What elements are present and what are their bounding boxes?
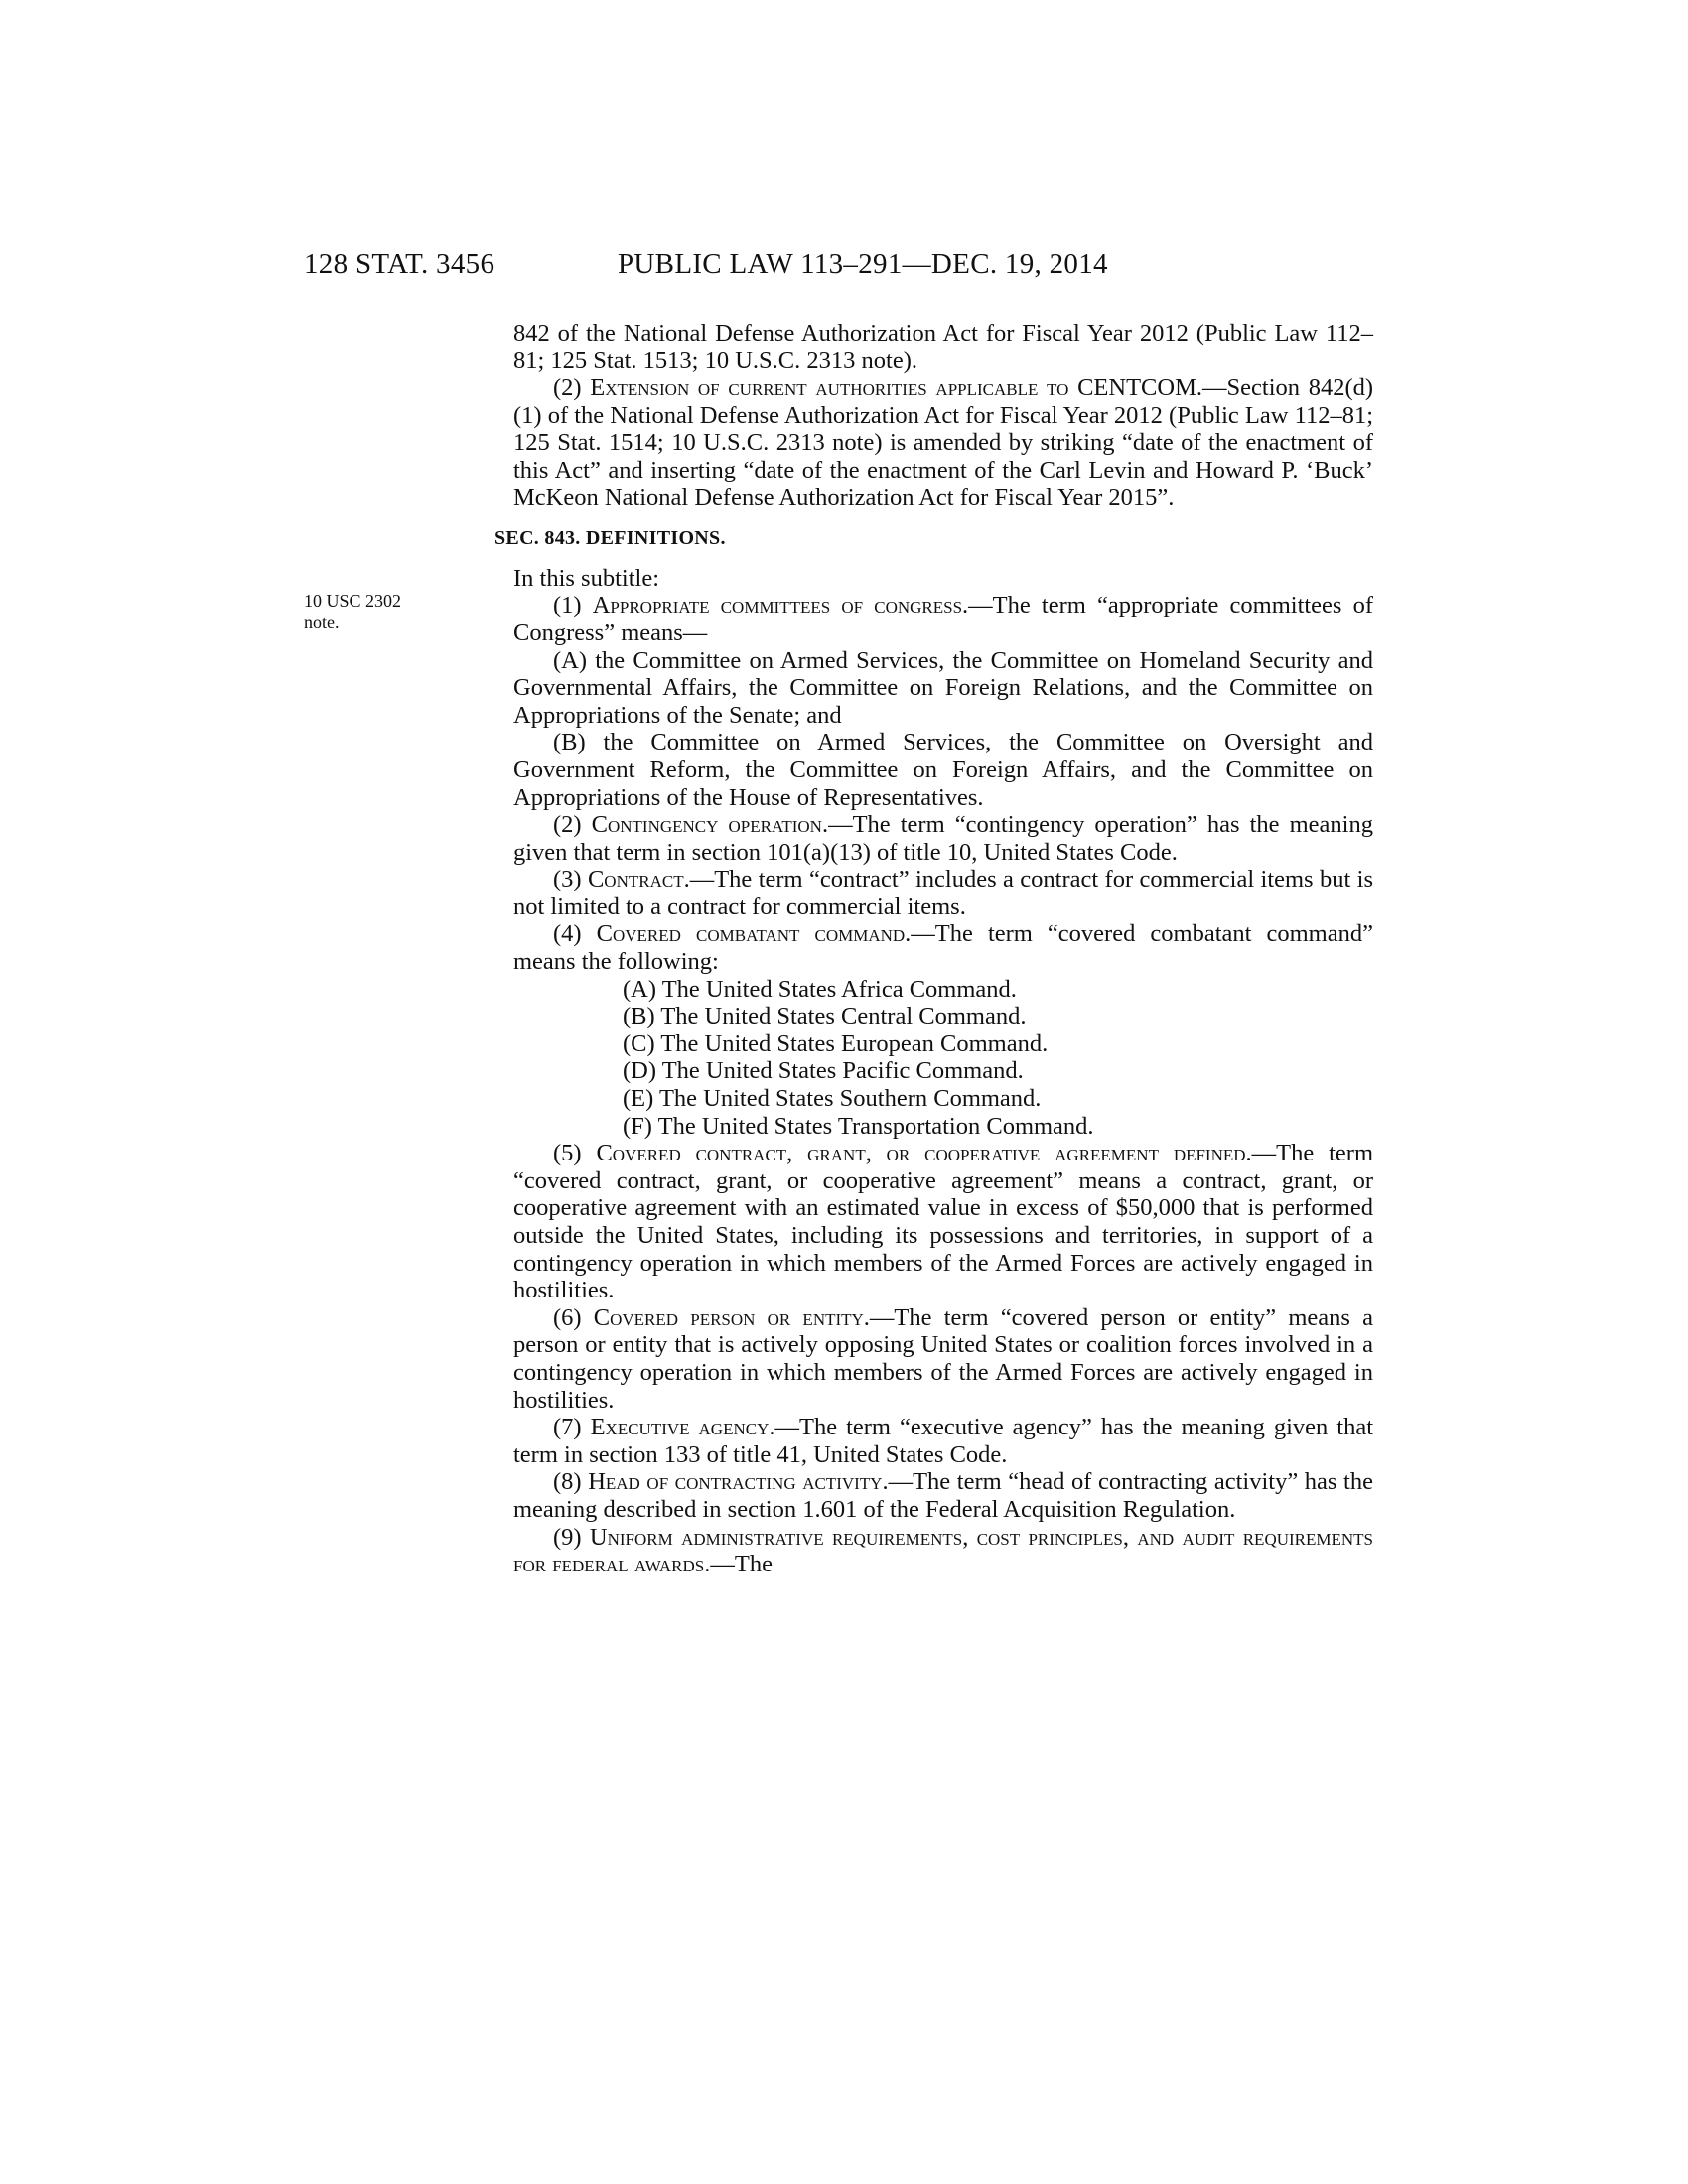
margin-note-line1: 10 USC 2302: [304, 591, 402, 611]
stat-page-number: 128 STAT. 3456: [304, 248, 495, 280]
section-heading: SEC. 843. DEFINITIONS.: [494, 527, 726, 550]
page-body: [494, 320, 1374, 1578]
paragraph-2: (2) Extension of current authorities applicable to CENTCOM.—Section 842(d)(1) of the National Defense Authorization Act for Fiscal Year 2012 (Public Law 112–81; 125 Stat. 1514; 10 U.S.C. 2313 note) is amended by striking “date of the enactment of this Act” and inserting “date of the enactment of the Carl Levin and Howard P. ‘Buck’ McKeon National Defense Authorization Act for Fiscal Year 2015”.: [513, 374, 1374, 511]
list-item: (E) The United States Southern Command.: [623, 1085, 1042, 1113]
definition-4-list: [513, 976, 1373, 1141]
running-head: PUBLIC LAW 113–291—DEC. 19, 2014: [618, 248, 1108, 280]
list-item: (A) The United States Africa Command.: [623, 975, 1017, 1003]
definition-6: (6) Covered person or entity.—The term “covered person or entity” means a person or entity that is actively opposing United States or coalition forces involved in a contingency operation in which members of the Armed Forces are actively engaged in hostilities.: [513, 1303, 1373, 1414]
definition-4: (4) Covered combatant command.—The term “covered combatant command” means the following:: [513, 920, 1373, 976]
definition-1-a: (A) the Committee on Armed Services, the Committee on Homeland Security and Governmental Affairs, the Committee on Foreign Relations, and the Committee on Appropriations of the Senate; and: [513, 646, 1373, 729]
definition-5: (5) Covered contract, grant, or cooperative agreement defined.—The term “covered contract, grant, or cooperative agreement” means a contract, grant, or cooperative agreement with an estimated value in excess of $50,000 that is performed outside the United States, including its possessions and territories, in support of a contingency operation in which members of the Armed Forces are actively engaged in hostilities.: [513, 1140, 1374, 1304]
definition-3: (3) Contract.—The term “contract” includes a contract for commercial items but is not limited to a contract for commercial items.: [513, 866, 1374, 920]
list-item: (B) The United States Central Command.: [623, 1003, 1027, 1030]
intro-text: In this subtitle:: [513, 564, 659, 592]
definition-9: (9) Uniform administrative requirements, cost principles, and audit requirements for federal awards.—The: [513, 1523, 1373, 1578]
definition-1: (1) Appropriate committees of congress.—The term “appropriate committees of Congress” means—: [513, 592, 1374, 646]
list-item: (C) The United States European Command.: [623, 1029, 1049, 1057]
continued-text: 842 of the National Defense Authorization Act for Fiscal Year 2012 (Public Law 112–81; 125 Stat. 1513; 10 U.S.C. 2313 note).: [513, 320, 1373, 374]
margin-note: [304, 590, 401, 633]
list-item: (D) The United States Pacific Command.: [623, 1057, 1024, 1085]
definition-8: (8) Head of contracting activity.—The term “head of contracting activity” has the meaning described in section 1.601 of the Federal Acquisition Regulation.: [513, 1468, 1373, 1523]
page-header: [304, 248, 1426, 288]
margin-note-line2: note.: [304, 613, 340, 632]
definition-1-b: (B) the Committee on Armed Services, the Committee on Oversight and Government Reform, the Committee on Foreign Affairs, and the Committee on Appropriations of the House of Representatives.: [513, 729, 1373, 811]
list-item: (F) The United States Transportation Command.: [623, 1112, 1094, 1140]
definition-2: (2) Contingency operation.—The term “contingency operation” has the meaning given that term in section 101(a)(13) of title 10, United States Code.: [513, 811, 1373, 866]
definition-7: (7) Executive agency.—The term “executive agency” has the meaning given that term in section 133 of title 41, United States Code.: [513, 1414, 1374, 1468]
